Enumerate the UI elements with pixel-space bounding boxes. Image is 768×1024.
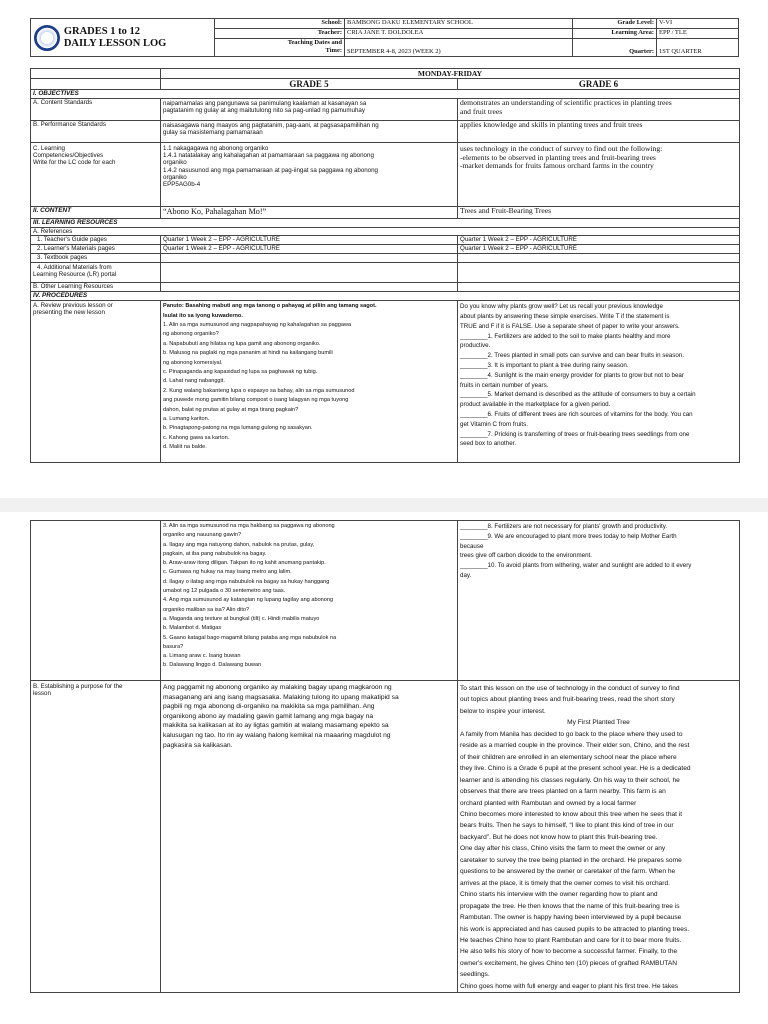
review-g6: Do you know why plants grow well? Let us recall your previous knowledge about plants by answering these simple exercises. Write T if the statement is TRUE and F if it is FALSE. Use a separate sheet of paper to write your answers. ________1. Fertilizers are added to the soil to make plants healthy and more productive. ________2. Trees planted in small pots can survive and can bear fruits in season. ________3. It is important to plant a tree during rainy season. ________4. Sunlight is the main energy provider for plants to grow but not to bear fruits in certain number of years. ________5. Market demand is described as the attitude of consumers to buy a certain product available in the marketplace for a given period. ________6. Fruits of different trees are rich sources of vitamins for the body. You can get Vitamin C from fruits. ________7. Pricking is transferring of trees or fruit-bearing trees seedlings from one seed box to another. [458, 301, 740, 463]
content-standards-g6: demonstrates an understanding of scientific practices in planting trees and fruit trees [458, 99, 740, 121]
review-label: A. Review previous lesson or presenting the new lesson [31, 301, 161, 463]
tg-label: 1. Teacher's Guide pages [31, 236, 161, 245]
page-gap [0, 498, 768, 512]
title-line1: GRADES 1 to 12 [63, 25, 140, 37]
quarter-value: 1ST QUARTER [657, 39, 739, 57]
purpose-label: B. Establishing a purpose for the lesson [31, 681, 161, 993]
page-1 [0, 0, 768, 498]
days-header: MONDAY-FRIDAY [161, 69, 740, 79]
references-heading: A. References [31, 228, 740, 236]
review-cont-label [31, 521, 161, 681]
lm-label: 2. Learner's Materials pages [31, 245, 161, 254]
story-title: My First Planted Tree [567, 719, 630, 727]
review-g5: Panuto: Basahing mabuti ang mga tanong o pahayag at piliin ang tamang sagot. Isulat ito sa iyong kuwaderno. 1. Alin sa mga sumusunod ang nagpapahayag ng kahalagahan sa paggawa ng abonong organiko? a. Napabubuti ang hilatsa ng lupa gamit ang abonong organiko. b. Malusog na paglaki ng mga pananim at hindi na kailangang bumili ng abonong komersiyal. c. Pinapaganda ang kapasidad ng lupa sa paghawak ng tubig. d. Lahat nang nabanggit. 2. Kung walang bakanteng lupa o espasyo sa bahay, alin sa mga sumusunod ang puwede mong gamitin bilang compost o isang lalagyan ng mga tuyong dahon, balat ng prutas at gulay at mga tirang pagkain? a. Lumang kariton. b. Pinagtapong-patong na mga lumang gulong ng sasakyan. c. Kahong gawa sa karton. d. Maliit na balde. [161, 301, 458, 463]
grade6-header: GRADE 6 [458, 79, 740, 90]
corner-cell [31, 69, 161, 79]
lesson-table [30, 68, 740, 463]
textbook-g5 [161, 254, 458, 263]
review-cont-g5: 3. Alin sa mga sumusunod na mga hakbang sa paggawa ng abonong organiko ang nauunang gawin? a. Ilagay ang mga natuyong dahon, nabulok na prutas, gulay, pagkain, at iba pang nabubulok na bagay. b. Araw-araw itong diligan. Takpan ito ng kahit anumang pantakip. c. Gumawa ng hukay na may isang metro ang lalim. d. Ilagay o ilatag ang mga nabubulok na bagay sa hukay hanggang umabot ng 12 pulgada o 30 sentemetro ang taas. 4. Ang mga sumusunod ay katangian ng lupang tagilay ang abonong organiko maliban sa isa? Alin dito? a. Maganda ang texture at bungkal (tilt) c. Hindi mabilis matuyo b. Malambot d. Matigas 5. Gaano katagal bago magamit bilang pataba ang mga nabubulok na basura? a. Limang araw c. Isang buwan b. Dalawang linggo d. Dalawang buwan [161, 521, 458, 681]
procedures-heading: IV. PROCEDURES [31, 292, 740, 301]
other-resources-g6 [458, 283, 740, 292]
tg-g6: Quarter 1 Week 2 – EPP - AGRICULTURE [458, 236, 740, 245]
content-standards-g5: naipamamalas ang pangunawa sa panimulang kaalaman at kasanayan sa pagtatanim ng gulay at ang maitutulong nito sa pag-unlad ng pamumuhay [161, 99, 458, 121]
dates-value: SEPTEMBER 4-8, 2023 (WEEK 2) [345, 39, 573, 57]
textbook-label: 3. Textbook pages [31, 254, 161, 263]
content-standards-label: A. Content Standards [31, 99, 161, 121]
competencies-g5: 1.1 nakagagawa ng abonong organiko 1.4.1 natatalakay ang kahalagahan at pamamaraan sa paggawa ng abonong organiko 1.4.2 nasusunod ang mga pamamaraan at pag-iingat sa paggawa ng abonong organiko EPP5AG0b-4 [161, 143, 458, 207]
page-2 [0, 512, 768, 1024]
performance-standards-label: B. Performance Standards [31, 121, 161, 143]
competencies-label: C. Learning Competencies/Objectives Write for the LC code for each [31, 143, 161, 207]
quarter-label: Quarter: [573, 39, 657, 57]
grade-level-label: Grade Level: [573, 19, 657, 29]
performance-standards-g5: naisasagawa nang maayos ang pagtatanim, pag-aani, at pagsasapamilihan ng gulay sa masistemang pamamaraan [161, 121, 458, 143]
content-g6: Trees and Fruit-Bearing Trees [458, 207, 740, 219]
learning-area-label: Learning Area: [573, 29, 657, 39]
learning-area-value: EPP / TLE [657, 29, 739, 39]
lm-g5: Quarter 1 Week 2 – EPP - AGRICULTURE [161, 245, 458, 254]
purpose-g5: Ang paggamit ng abonong organiko ay malaking bagay upang magkaroon ng masaganang ani ang isang magsasaka. Malaking tulong ito upang makatipid sa pagbili ng mga abonong di-organiko na makikita sa mga pamilihan. Ang organikong abono ay madaling gawin gamit lamang ang mga bagay na makikita sa kalikasan at ito ay ligtas gamitin at walang masamang epekto sa kalusugan ng tao. Ito rin ay walang halong kemikal na maaaring magdulot ng pagkasira sa kalikasan. [161, 681, 458, 993]
deped-seal-icon [34, 25, 60, 51]
other-resources-g5 [161, 283, 458, 292]
other-resources-label: B. Other Learning Resources [31, 283, 161, 292]
title-line2: DAILY LESSON LOG [63, 37, 167, 49]
dates-label: Teaching Dates and Time: [215, 39, 345, 57]
objectives-heading: I. OBJECTIVES [31, 90, 740, 99]
content-heading: II. CONTENT [31, 207, 161, 219]
teacher-value: CRIA JANE T. DOLDOLEA [345, 29, 573, 39]
header-table [30, 18, 739, 57]
content-g5: “Abono Ko, Pahalagahan Mo!” [161, 207, 458, 219]
purpose-g6: To start this lesson on the use of technology in the conduct of survey to find out topics about planting trees and fruit-bearing trees, read the short story below to inspire your interest. My First Planted Tree A family from Manila has decided to go back to the place where they used to reside as a married couple in the province. Their elder son, Chino, and the rest of their children are enrolled in an elementary school near the place where they live. Chino is a Grade 6 pupil at the present school year. He is a dedicated learner and is attending his classes regularly. On his way to their school, he observes that there are trees planted on a farm nearby. This farm is an orchard planted with Rambutan and owned by a local farmer Chino becomes more interested to know about this tree when he sees that it bears fruits. Then he says to himself, “I like to plant this kind of tree in our backyard”. But he does not know how to plant this fruit-bearing tree. One day after his class, Chino visits the farm to meet the owner or any caretaker to survey the tree being planted in the orchard. He prepares some questions to be answered by the owner or caretaker of the farm. When he arrives at the place, it is timely that the owner comes to visit his orchard. Chino starts his interview with the owner regarding how to plant and propagate the tree. He then knows that the name of this fruit-bearing tree is Rambutan. The owner is happy having been interviewed by a pupil because his work is appreciated and has caused pupils to be attracted to planting trees. He teaches Chino how to plant Rambutan and care for it to bear more fruits. He also tells his story of how to become a successful farmer. Finally, to the owner's excitement, he gives Chino ten (10) pieces of grafted RAMBUTAN seedlings. Chino goes home with full energy and eager to plant his first tree. He takes [458, 681, 740, 993]
tg-g5: Quarter 1 Week 2 – EPP - AGRICULTURE [161, 236, 458, 245]
lesson-table-continued [30, 520, 740, 993]
additional-g6 [458, 263, 740, 283]
resources-heading: III. LEARNING RESOURCES [31, 219, 740, 228]
grade-header-blank [31, 79, 161, 90]
teacher-label: Teacher: [215, 29, 345, 39]
review-cont-g6: ________8. Fertilizers are not necessary for plants' growth and productivity. ________9. We are encouraged to plant more trees today to help Mother Earth because trees give off carbon dioxide to the environment. ________10. To avoid plants from withering, water and sunlight are added to it every day. [458, 521, 740, 681]
additional-label: 4. Additional Materials from Learning Resource (LR) portal [31, 263, 161, 283]
header-logo-cell [31, 19, 215, 57]
school-value: BAMBONG DAKU ELEMENTARY SCHOOL [345, 19, 573, 29]
lm-g6: Quarter 1 Week 2 – EPP - AGRICULTURE [458, 245, 740, 254]
school-label: School: [215, 19, 345, 29]
additional-g5 [161, 263, 458, 283]
grade5-header: GRADE 5 [161, 79, 458, 90]
performance-standards-g6: applies knowledge and skills in planting trees and fruit trees [458, 121, 740, 143]
grade-level-value: V-VI [657, 19, 739, 29]
competencies-g6: uses technology in the conduct of survey to find out the following: -elements to be observed in planting trees and fruit-bearing trees -market demands for fruits famous orchard farms in the country [458, 143, 740, 207]
textbook-g6 [458, 254, 740, 263]
